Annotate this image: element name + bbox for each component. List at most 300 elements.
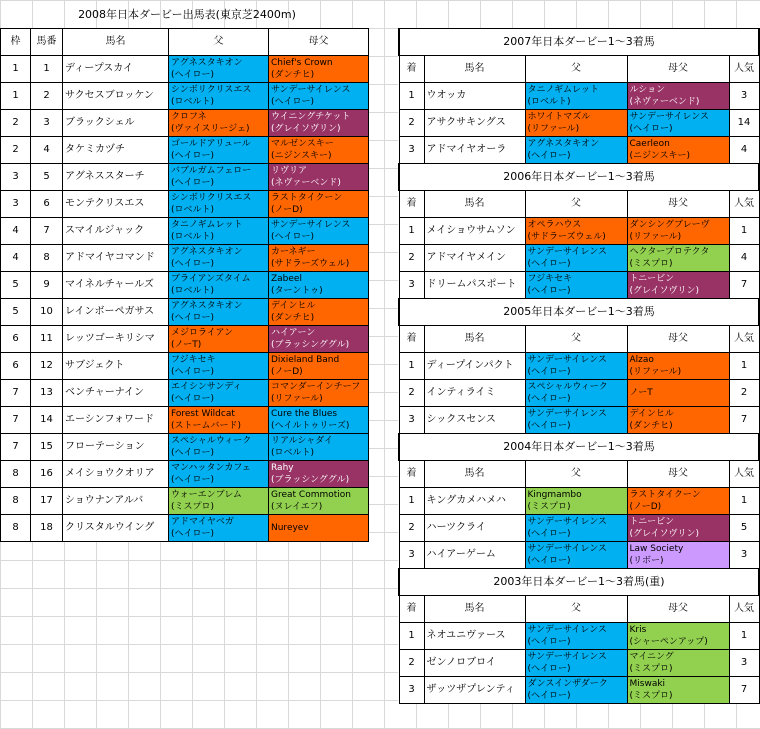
column-header: 枠 [1, 29, 31, 56]
horse-name-cell: アサクサキングス [424, 110, 525, 137]
column-header: 着 [399, 461, 424, 488]
header-row [399, 191, 759, 218]
waku-cell: 3 [1, 191, 31, 218]
horse-number-cell: 12 [31, 353, 63, 380]
table-row [399, 488, 759, 515]
table-row [399, 515, 759, 542]
popularity-cell: 4 [729, 245, 759, 272]
sire-cell-line: (リファール) [527, 124, 580, 134]
horse-name-cell: メイショウサムソン [424, 218, 525, 245]
dam-sire-cell-line: (グレイソヴリン) [629, 286, 700, 296]
column-header: 馬番 [31, 29, 63, 56]
dam-sire-cell [269, 56, 369, 83]
table-row [1, 56, 369, 83]
section-title: 2004年日本ダービー1～3着馬 [399, 434, 759, 461]
dam-sire-cell [269, 515, 369, 542]
finish-position-cell: 3 [399, 407, 424, 434]
column-header: 着 [399, 191, 424, 218]
dam-sire-cell [627, 353, 729, 380]
sire-cell [525, 110, 627, 137]
dam-sire-cell [627, 488, 729, 515]
dam-sire-cell [627, 83, 729, 110]
dam-sire-cell [627, 623, 729, 650]
waku-cell: 1 [1, 83, 31, 110]
table-row [1, 164, 369, 191]
horse-number-cell: 15 [31, 434, 63, 461]
horse-number-cell: 14 [31, 407, 63, 434]
horse-name-cell: キングカメハメハ [424, 488, 525, 515]
horse-name-cell: クリスタルウイング [63, 515, 169, 542]
column-header: 人気 [729, 596, 759, 623]
dam-sire-cell [627, 407, 729, 434]
sire-cell [169, 353, 269, 380]
popularity-cell: 7 [729, 272, 759, 299]
sire-cell-line: (ヘイロー) [527, 637, 571, 647]
sire-cell-line: ウォーエンブレム [171, 490, 242, 500]
dam-sire-cell-line: ウイニングチケット [271, 112, 351, 122]
sire-cell-line: (ヘイロー) [171, 367, 215, 377]
dam-sire-cell [269, 380, 369, 407]
table-row [1, 407, 369, 434]
waku-cell: 3 [1, 164, 31, 191]
table-row [399, 380, 759, 407]
dam-sire-cell [627, 245, 729, 272]
dam-sire-cell-line: Great Commotion [271, 490, 351, 500]
dam-sire-cell [269, 407, 369, 434]
dam-sire-cell-line: (ミスプロ) [629, 259, 673, 269]
sire-cell-line: ダンスインザダーク [527, 679, 608, 689]
sire-cell-line: Kingmambo [527, 490, 582, 500]
column-header: 着 [399, 596, 424, 623]
sire-cell-line: (ロベルト) [171, 205, 215, 215]
dam-sire-cell-line: (ブラッシンググル) [271, 475, 350, 485]
dam-sire-cell-line: デインヒル [629, 409, 674, 419]
dam-sire-cell-line: トニービン [629, 517, 675, 527]
table-row [399, 137, 759, 164]
horse-name-cell: マイネルチャールズ [63, 272, 169, 299]
horse-number-cell: 8 [31, 245, 63, 272]
horse-name-cell: ベンチャーナイン [63, 380, 169, 407]
popularity-cell: 1 [729, 623, 759, 650]
waku-cell: 7 [1, 434, 31, 461]
table-row [1, 83, 369, 110]
finish-position-cell: 3 [399, 542, 424, 569]
section-title-row [399, 569, 759, 596]
section-title: 2007年日本ダービー1～3着馬 [399, 29, 759, 56]
horse-name-cell: ハーツクライ [424, 515, 525, 542]
horse-name-cell: アドマイヤメイン [424, 245, 525, 272]
finish-position-cell: 1 [399, 353, 424, 380]
dam-sire-cell-line: (ノーD) [271, 367, 303, 377]
waku-cell: 2 [1, 110, 31, 137]
sire-cell-line: アグネスタキオン [171, 301, 243, 311]
sire-cell [525, 245, 627, 272]
sire-cell-line: (ノーT) [171, 340, 202, 350]
dam-sire-cell [627, 110, 729, 137]
dam-sire-cell [627, 272, 729, 299]
finish-position-cell: 1 [399, 83, 424, 110]
sire-cell-line: (ヘイロー) [527, 286, 571, 296]
popularity-cell: 7 [729, 677, 759, 704]
horse-number-cell: 9 [31, 272, 63, 299]
sire-cell [169, 488, 269, 515]
dam-sire-cell-line: (ヘイロー) [629, 124, 673, 134]
dam-sire-cell-line: (ダンチヒ) [271, 313, 315, 323]
page-title: 2008年日本ダービー出馬表(東京芝2400m) [78, 8, 296, 21]
sire-cell-line: ホワイトマズル [527, 112, 591, 122]
column-header: 母父 [627, 56, 729, 83]
column-header: 父 [169, 29, 269, 56]
column-header: 人気 [729, 56, 759, 83]
sire-cell [169, 110, 269, 137]
column-header: 母父 [627, 191, 729, 218]
dam-sire-cell-line: Chief's Crown [271, 58, 333, 68]
waku-cell: 8 [1, 461, 31, 488]
dam-sire-cell-line: (ダンチヒ) [271, 70, 315, 80]
section-title-row [399, 29, 759, 56]
waku-cell: 4 [1, 245, 31, 272]
column-header: 人気 [729, 461, 759, 488]
table-row [399, 353, 759, 380]
horse-name-cell: タケミカヅチ [63, 137, 169, 164]
sire-cell-line: バブルガムフェロー [171, 166, 252, 176]
dam-sire-cell-line: サンデーサイレンス [271, 220, 351, 230]
table-row [399, 407, 759, 434]
sire-cell-line: メジロライアン [171, 328, 234, 338]
dam-sire-cell [627, 677, 729, 704]
sire-cell-line: (ヘイロー) [171, 529, 215, 539]
sire-cell-line: (サドラーズウェル) [527, 232, 606, 242]
sire-cell-line: (ヘイロー) [527, 529, 571, 539]
horse-number-cell: 3 [31, 110, 63, 137]
horse-number-cell: 2 [31, 83, 63, 110]
dam-sire-cell-line: サンデーサイレンス [271, 85, 351, 95]
table-row [399, 272, 759, 299]
waku-cell: 1 [1, 56, 31, 83]
dam-sire-cell [269, 137, 369, 164]
header-row [399, 596, 759, 623]
horse-name-cell: ウオッカ [424, 83, 525, 110]
dam-sire-cell-line: ラストタイクーン [271, 193, 343, 203]
dam-sire-cell-line: デインヒル [271, 301, 316, 311]
sire-cell-line: シンボリクリスエス [171, 193, 252, 203]
dam-sire-cell-line: (グレイソヴリン) [271, 124, 341, 134]
horse-number-cell: 5 [31, 164, 63, 191]
table-row [399, 677, 759, 704]
sire-cell [525, 353, 627, 380]
horse-number-cell: 13 [31, 380, 63, 407]
sire-cell [525, 407, 627, 434]
horse-name-cell: アグネススターチ [63, 164, 169, 191]
finish-position-cell: 1 [399, 623, 424, 650]
sire-cell-line: サンデーサイレンス [527, 355, 607, 365]
table-row [1, 461, 369, 488]
sire-cell-line: アグネスタキオン [171, 247, 243, 257]
sire-cell-line: アグネスタキオン [171, 58, 243, 68]
horse-number-cell: 18 [31, 515, 63, 542]
dam-sire-cell-line: (ニジンスキー) [271, 151, 332, 161]
sire-cell-line: サンデーサイレンス [527, 652, 607, 662]
horse-name-cell: インティライミ [424, 380, 525, 407]
horse-number-cell: 16 [31, 461, 63, 488]
waku-cell: 5 [1, 272, 31, 299]
finish-position-cell: 2 [399, 245, 424, 272]
finish-position-cell: 3 [399, 272, 424, 299]
sire-cell-line: サンデーサイレンス [527, 247, 607, 257]
sire-cell [169, 326, 269, 353]
horse-name-cell: メイショウクオリア [63, 461, 169, 488]
waku-cell: 8 [1, 515, 31, 542]
table-row [1, 353, 369, 380]
sire-cell-line: (ヘイロー) [527, 691, 571, 701]
sire-cell [169, 515, 269, 542]
finish-position-cell: 1 [399, 218, 424, 245]
column-header: 人気 [729, 326, 759, 353]
dam-sire-cell-line: カーネギー [271, 247, 316, 257]
popularity-cell: 3 [729, 542, 759, 569]
table-row [1, 326, 369, 353]
sire-cell-line: ブライアンズタイム [171, 274, 251, 284]
sire-cell-line: (ロベルト) [527, 97, 571, 107]
dam-sire-cell-line: (ヘイロー) [271, 232, 315, 242]
popularity-cell: 5 [729, 515, 759, 542]
horse-name-cell: フローテーション [63, 434, 169, 461]
sire-cell-line: (ミスプロ) [527, 502, 571, 512]
dam-sire-cell-line: (リファール) [629, 232, 682, 242]
horse-name-cell: ディープインパクト [424, 353, 525, 380]
section-title: 2006年日本ダービー1～3着馬 [399, 164, 759, 191]
dam-sire-cell-line: ハイアーン [271, 328, 316, 338]
column-header: 父 [525, 596, 627, 623]
dam-sire-cell-line: (ダンチヒ) [629, 421, 673, 431]
dam-sire-cell-line: (ネヴァーベンド) [271, 178, 341, 188]
column-header: 馬名 [424, 461, 525, 488]
dam-sire-cell-line: ヘクタープロテクタ [629, 247, 710, 257]
column-header: 馬名 [424, 191, 525, 218]
dam-sire-cell-line: Caerleon [629, 139, 670, 149]
sire-cell-line: (ストームバード) [171, 421, 242, 431]
horse-name-cell: レインボーペガサス [63, 299, 169, 326]
table-row [1, 218, 369, 245]
sire-cell [169, 164, 269, 191]
sire-cell-line: (ヘイロー) [171, 394, 215, 404]
dam-sire-cell-line: (ターントゥ) [271, 286, 323, 296]
sire-cell-line: (ヘイロー) [171, 178, 215, 188]
dam-sire-cell-line: リヴリア [271, 166, 308, 176]
dam-sire-cell-line: (リファール) [271, 394, 323, 404]
column-header: 父 [525, 461, 627, 488]
header-row [399, 56, 759, 83]
sire-cell-line: サンデーサイレンス [527, 544, 607, 554]
horse-number-cell: 10 [31, 299, 63, 326]
column-header: 母父 [627, 596, 729, 623]
dam-sire-cell-line: Kris [629, 625, 647, 635]
dam-sire-cell [269, 164, 369, 191]
waku-cell: 6 [1, 326, 31, 353]
finish-position-cell: 2 [399, 515, 424, 542]
popularity-cell: 4 [729, 137, 759, 164]
dam-sire-cell-line: (グレイソヴリン) [629, 529, 700, 539]
sire-cell-line: (ミスプロ) [171, 502, 215, 512]
column-header: 人気 [729, 191, 759, 218]
horse-name-cell: レッツゴーキリシマ [63, 326, 169, 353]
dam-sire-cell-line: ダンシングブレーヴ [629, 220, 710, 230]
horse-number-cell: 1 [31, 56, 63, 83]
table-row [1, 272, 369, 299]
column-header: 父 [525, 326, 627, 353]
sire-cell-line: (ヘイロー) [171, 70, 215, 80]
dam-sire-cell-line: (サドラーズウェル) [271, 259, 350, 269]
dam-sire-cell-line: (ヌレイエフ) [271, 502, 323, 512]
finish-position-cell: 2 [399, 650, 424, 677]
table-row [1, 191, 369, 218]
column-header: 父 [525, 56, 627, 83]
sire-cell-line: (ヘイロー) [171, 448, 215, 458]
dam-sire-cell-line: サンデーサイレンス [629, 112, 709, 122]
dam-sire-cell [269, 488, 369, 515]
waku-cell: 5 [1, 299, 31, 326]
finish-position-cell: 2 [399, 380, 424, 407]
waku-cell: 8 [1, 488, 31, 515]
sire-cell [525, 515, 627, 542]
horse-name-cell: サブジェクト [63, 353, 169, 380]
sire-cell-line: (ロベルト) [171, 232, 215, 242]
dam-sire-cell-line: Law Society [629, 544, 684, 554]
sire-cell-line: オペラハウス [527, 220, 582, 230]
dam-sire-cell [627, 218, 729, 245]
table-row [399, 83, 759, 110]
sire-cell [169, 83, 269, 110]
popularity-cell: 3 [729, 83, 759, 110]
sire-cell [169, 191, 269, 218]
dam-sire-cell-line: マイニング [629, 652, 674, 662]
popularity-cell: 7 [729, 407, 759, 434]
sire-cell [525, 137, 627, 164]
table-row [399, 650, 759, 677]
dam-sire-cell [627, 650, 729, 677]
table-row [1, 488, 369, 515]
column-header: 馬名 [424, 596, 525, 623]
sire-cell-line: ゴールドアリュール [171, 139, 251, 149]
column-header: 母父 [269, 29, 369, 56]
sire-cell-line: (ヘイロー) [527, 367, 571, 377]
sire-cell-line: (ヘイロー) [527, 664, 571, 674]
section-title-row [399, 434, 759, 461]
dam-sire-cell-line: (ブラッシンググル) [271, 340, 350, 350]
dam-sire-cell-line: Cure the Blues [271, 409, 338, 419]
dam-sire-cell-line: マルゼンスキー [271, 139, 334, 149]
dam-sire-cell [269, 272, 369, 299]
column-header: 馬名 [424, 56, 525, 83]
sire-cell [169, 461, 269, 488]
dam-sire-cell-line: Rahy [271, 463, 294, 473]
table-row [1, 380, 369, 407]
sire-cell-line: (ロベルト) [171, 286, 215, 296]
dam-sire-cell-line: (リボー) [629, 556, 664, 566]
popularity-cell: 1 [729, 488, 759, 515]
sire-cell [169, 299, 269, 326]
horse-name-cell: ディープスカイ [63, 56, 169, 83]
table-row [1, 245, 369, 272]
sire-cell-line: フジキセキ [171, 355, 216, 365]
sire-cell-line: (ヘイロー) [527, 151, 571, 161]
dam-sire-cell [269, 299, 369, 326]
sire-cell-line: フジキセキ [527, 274, 573, 284]
dam-sire-cell-line: Zabeel [271, 274, 302, 284]
sire-cell-line: (ヘイロー) [171, 151, 215, 161]
table-row [399, 110, 759, 137]
dam-sire-cell [269, 191, 369, 218]
sire-cell-line: (ヘイロー) [171, 313, 215, 323]
dam-sire-cell [627, 380, 729, 407]
sire-cell-line: エイシンサンディ [171, 382, 242, 392]
table-row [1, 110, 369, 137]
sire-cell-line: (ヘイロー) [527, 421, 571, 431]
past-results-table [398, 28, 760, 704]
sire-cell-line: クロフネ [171, 112, 207, 122]
sire-cell-line: (ヘイロー) [171, 475, 215, 485]
column-header: 父 [525, 191, 627, 218]
dam-sire-cell-line: Nureyev [271, 523, 309, 533]
dam-sire-cell [269, 353, 369, 380]
popularity-cell: 2 [729, 380, 759, 407]
horse-name-cell: シックスセンス [424, 407, 525, 434]
waku-cell: 7 [1, 380, 31, 407]
column-header: 馬名 [424, 326, 525, 353]
sire-cell-line: (ロベルト) [171, 97, 215, 107]
sire-cell [169, 245, 269, 272]
dam-sire-cell-line: ノーT [629, 388, 653, 398]
horse-name-cell: サクセスブロッケン [63, 83, 169, 110]
table-row [399, 542, 759, 569]
horse-name-cell: スマイルジャック [63, 218, 169, 245]
dam-sire-cell-line: トニービン [629, 274, 675, 284]
entry-table [0, 28, 369, 542]
sire-cell [169, 380, 269, 407]
column-header: 着 [399, 56, 424, 83]
horse-number-cell: 4 [31, 137, 63, 164]
sire-cell [525, 83, 627, 110]
header-row [399, 326, 759, 353]
dam-sire-cell [269, 326, 369, 353]
dam-sire-cell-line: ルション [629, 85, 666, 95]
dam-sire-cell [269, 245, 369, 272]
dam-sire-cell [269, 218, 369, 245]
popularity-cell: 3 [729, 650, 759, 677]
dam-sire-cell-line: (シャーペンアップ) [629, 637, 708, 647]
popularity-cell: 14 [729, 110, 759, 137]
column-header: 母父 [627, 461, 729, 488]
popularity-cell: 1 [729, 353, 759, 380]
header-row [1, 29, 369, 56]
waku-cell: 4 [1, 218, 31, 245]
section-title-row [399, 299, 759, 326]
sire-cell-line: (ヘイロー) [171, 259, 215, 269]
horse-name-cell: アドマイヤコマンド [63, 245, 169, 272]
horse-name-cell: ゼンノロブロイ [424, 650, 525, 677]
dam-sire-cell-line: コマンダーインチーフ [271, 382, 361, 392]
dam-sire-cell-line: (ミスプロ) [629, 664, 673, 674]
sire-cell-line: スペシャルウィーク [171, 436, 252, 446]
horse-name-cell: ザッツザプレンティ [424, 677, 525, 704]
waku-cell: 7 [1, 407, 31, 434]
dam-sire-cell [269, 434, 369, 461]
waku-cell: 6 [1, 353, 31, 380]
finish-position-cell: 2 [399, 110, 424, 137]
sire-cell-line: タニノギムレット [527, 85, 599, 95]
sire-cell-line: (ヘイロー) [527, 259, 571, 269]
dam-sire-cell-line: (ノーD) [271, 205, 303, 215]
